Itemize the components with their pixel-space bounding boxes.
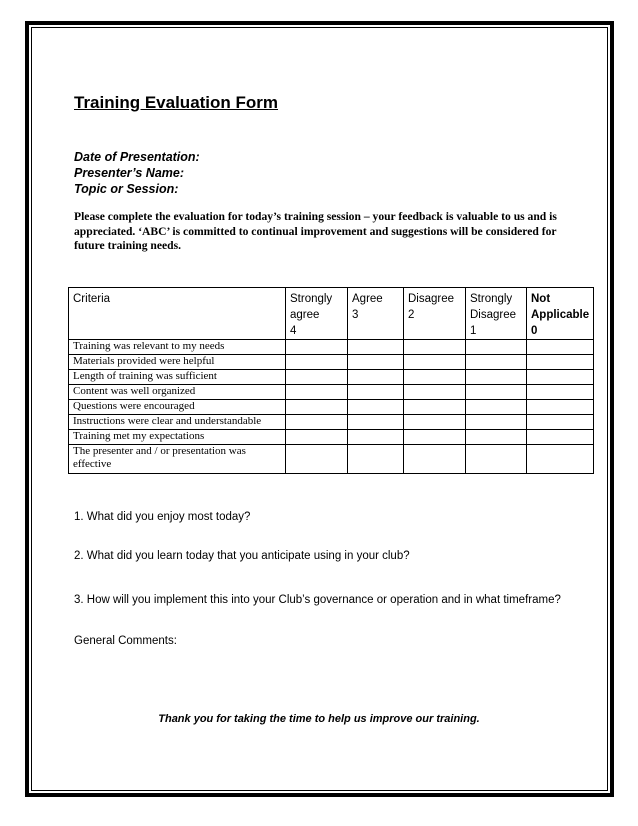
rating-cell[interactable] <box>286 355 348 370</box>
rating-cell[interactable] <box>286 445 348 474</box>
table-row <box>69 400 594 415</box>
rating-cell[interactable] <box>286 415 348 430</box>
rating-cell[interactable] <box>527 385 594 400</box>
table-row <box>69 355 594 370</box>
header-disagree: Disagree 2 <box>404 288 466 340</box>
rating-cell[interactable] <box>286 400 348 415</box>
rating-cell[interactable] <box>348 430 404 445</box>
evaluation-table <box>68 287 594 474</box>
rating-cell[interactable] <box>466 340 527 355</box>
question-2: 2. What did you learn today that you anticipate using in your club? <box>74 550 410 562</box>
rating-cell[interactable] <box>404 370 466 385</box>
criteria-cell: Content was well organized <box>69 385 286 400</box>
header-criteria: Criteria <box>69 288 286 340</box>
rating-cell[interactable] <box>404 430 466 445</box>
rating-cell[interactable] <box>527 415 594 430</box>
rating-cell[interactable] <box>348 400 404 415</box>
table-header-row <box>69 288 594 340</box>
rating-cell[interactable] <box>404 355 466 370</box>
rating-cell[interactable] <box>466 385 527 400</box>
table-row <box>69 430 594 445</box>
rating-cell[interactable] <box>348 385 404 400</box>
header-not-applicable: Not Applicable 0 <box>527 288 594 340</box>
criteria-cell: Training was relevant to my needs <box>69 340 286 355</box>
general-comments-label: General Comments: <box>74 635 177 647</box>
rating-cell[interactable] <box>466 445 527 474</box>
table-row <box>69 340 594 355</box>
rating-cell[interactable] <box>404 415 466 430</box>
criteria-cell: Instructions were clear and understandable <box>69 415 286 430</box>
intro-paragraph: Please complete the evaluation for today’s training session – your feedback is valuable to us and is appreciated. ‘ABC’ is committed to continual improvement and suggestions will be considered for future training needs. <box>74 210 557 252</box>
question-1: 1. What did you enjoy most today? <box>74 511 251 523</box>
rating-cell[interactable] <box>348 415 404 430</box>
date-label: Date of Presentation: <box>74 150 200 164</box>
rating-cell[interactable] <box>466 400 527 415</box>
rating-cell[interactable] <box>527 370 594 385</box>
header-strongly-disagree: Strongly Disagree 1 <box>466 288 527 340</box>
rating-cell[interactable] <box>466 370 527 385</box>
rating-cell[interactable] <box>404 385 466 400</box>
table-row <box>69 370 594 385</box>
table-row <box>69 385 594 400</box>
thank-you-note: Thank you for taking the time to help us improve our training. <box>158 713 480 725</box>
rating-cell[interactable] <box>527 445 594 474</box>
rating-cell[interactable] <box>527 355 594 370</box>
table-row <box>69 415 594 430</box>
rating-cell[interactable] <box>286 370 348 385</box>
rating-cell[interactable] <box>348 445 404 474</box>
criteria-cell: Length of training was sufficient <box>69 370 286 385</box>
question-3: 3. How will you implement this into your Club’s governance or operation and in what timeframe? <box>74 594 561 606</box>
rating-cell[interactable] <box>466 430 527 445</box>
header-agree: Agree 3 <box>348 288 404 340</box>
rating-cell[interactable] <box>466 415 527 430</box>
form-title: Training Evaluation Form <box>74 93 279 112</box>
table-row <box>69 445 594 474</box>
presenter-label: Presenter’s Name: <box>74 166 185 180</box>
rating-cell[interactable] <box>527 400 594 415</box>
rating-cell[interactable] <box>404 340 466 355</box>
rating-cell[interactable] <box>286 385 348 400</box>
rating-cell[interactable] <box>348 370 404 385</box>
rating-cell[interactable] <box>348 355 404 370</box>
rating-cell[interactable] <box>466 355 527 370</box>
rating-cell[interactable] <box>286 430 348 445</box>
rating-cell[interactable] <box>527 430 594 445</box>
header-strongly-agree: Strongly agree 4 <box>286 288 348 340</box>
rating-cell[interactable] <box>404 445 466 474</box>
rating-cell[interactable] <box>348 340 404 355</box>
topic-label: Topic or Session: <box>74 182 179 196</box>
rating-cell[interactable] <box>527 340 594 355</box>
rating-cell[interactable] <box>404 400 466 415</box>
criteria-cell: Materials provided were helpful <box>69 355 286 370</box>
criteria-cell: The presenter and / or presentation was effective <box>69 445 286 474</box>
criteria-cell: Questions were encouraged <box>69 400 286 415</box>
rating-cell[interactable] <box>286 340 348 355</box>
criteria-cell: Training met my expectations <box>69 430 286 445</box>
